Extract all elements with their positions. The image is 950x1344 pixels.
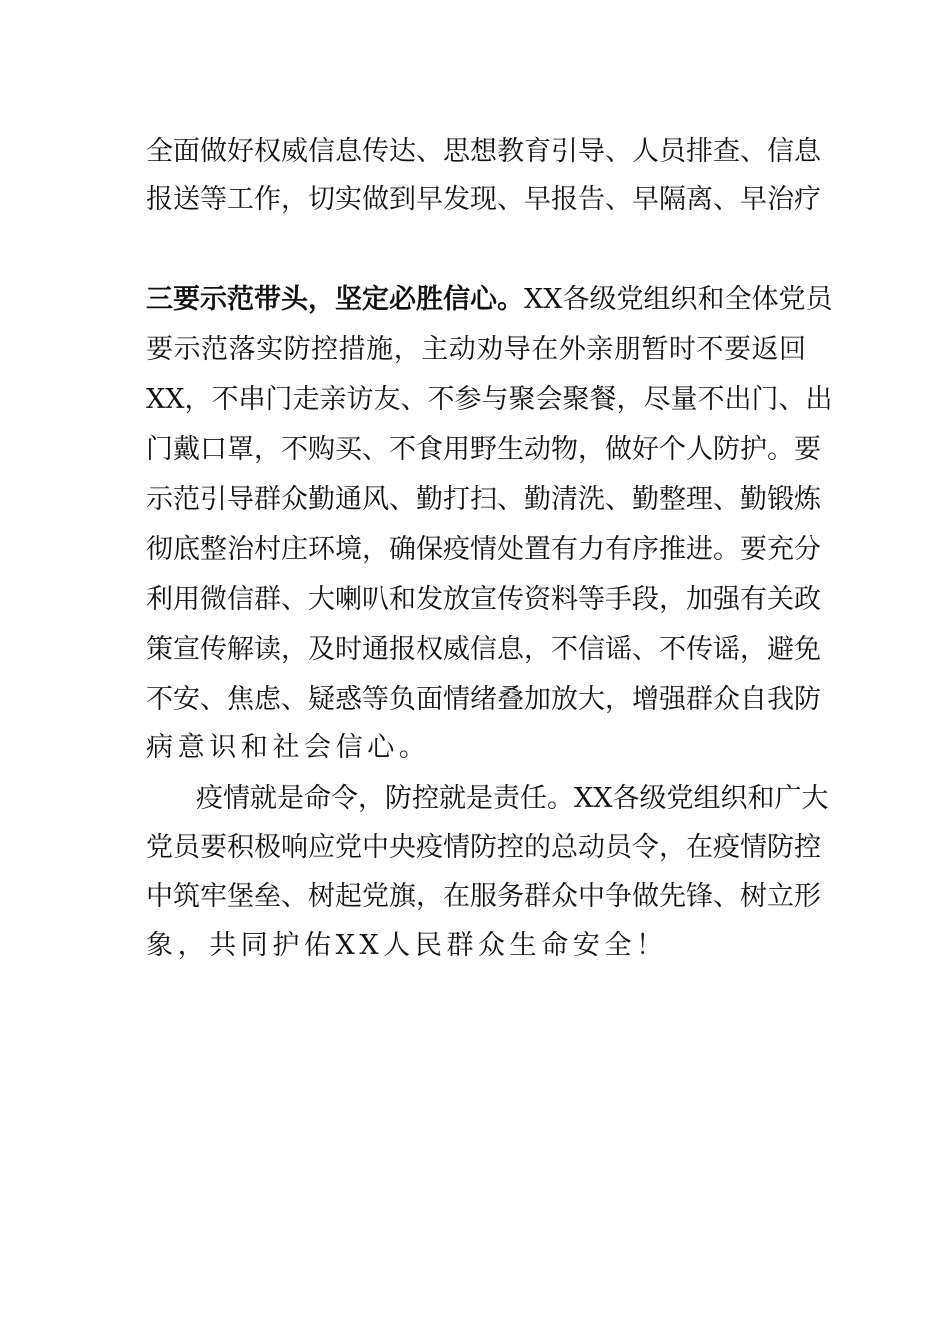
paragraph-2-line-10: 病意识和社会信心。 [146,732,431,763]
section-heading: 三要示范带头，坚定必胜信心。 [146,284,524,315]
paragraph-2-line-6: 彻底整治村庄环境，确保疫情处置有力有序推进。要充分 [146,534,821,565]
paragraph-3-line-1: 疫情就是命令，防控就是责任。XX各级党组织和广大 [196,783,829,814]
paragraph-3-line-3: 中筑牢堡垒、树起党旗，在服务群众中争做先锋、树立形 [146,881,821,912]
paragraph-2-line-4: 门戴口罩，不购买、不食用野生动物，做好个人防护。要 [146,434,821,465]
paragraph-3-line-4: 象，共同护佑XX人民群众生命安全！ [146,930,668,961]
paragraph-2-line-7: 利用微信群、大喇叭和发放宣传资料等手段，加强有关政 [146,584,821,615]
paragraph-2-line-1-rest: XX各级党组织和全体党员 [524,284,833,315]
paragraph-1-line-2: 报送等工作，切实做到早发现、早报告、早隔离、早治疗 [146,184,821,215]
paragraph-2-line-9: 不安、焦虑、疑惑等负面情绪叠加放大，增强群众自我防 [146,684,821,715]
paragraph-2-line-1 [146,280,833,320]
paragraph-3-line-2: 党员要积极响应党中央疫情防控的总动员令，在疫情防控 [146,832,821,863]
paragraph-2-line-2: 要示范落实防控措施，主动劝导在外亲朋暂时不要返回 [146,334,806,365]
paragraph-1-line-1: 全面做好权威信息传达、思想教育引导、人员排查、信息 [146,136,821,167]
paragraph-2-line-5: 示范引导群众勤通风、勤打扫、勤清洗、勤整理、勤锻炼 [146,484,821,515]
paragraph-2-line-8: 策宣传解读，及时通报权威信息，不信谣、不传谣，避免 [146,634,821,665]
paragraph-2-line-3: XX，不串门走亲访友、不参与聚会聚餐，尽量不出门、出 [146,384,833,415]
